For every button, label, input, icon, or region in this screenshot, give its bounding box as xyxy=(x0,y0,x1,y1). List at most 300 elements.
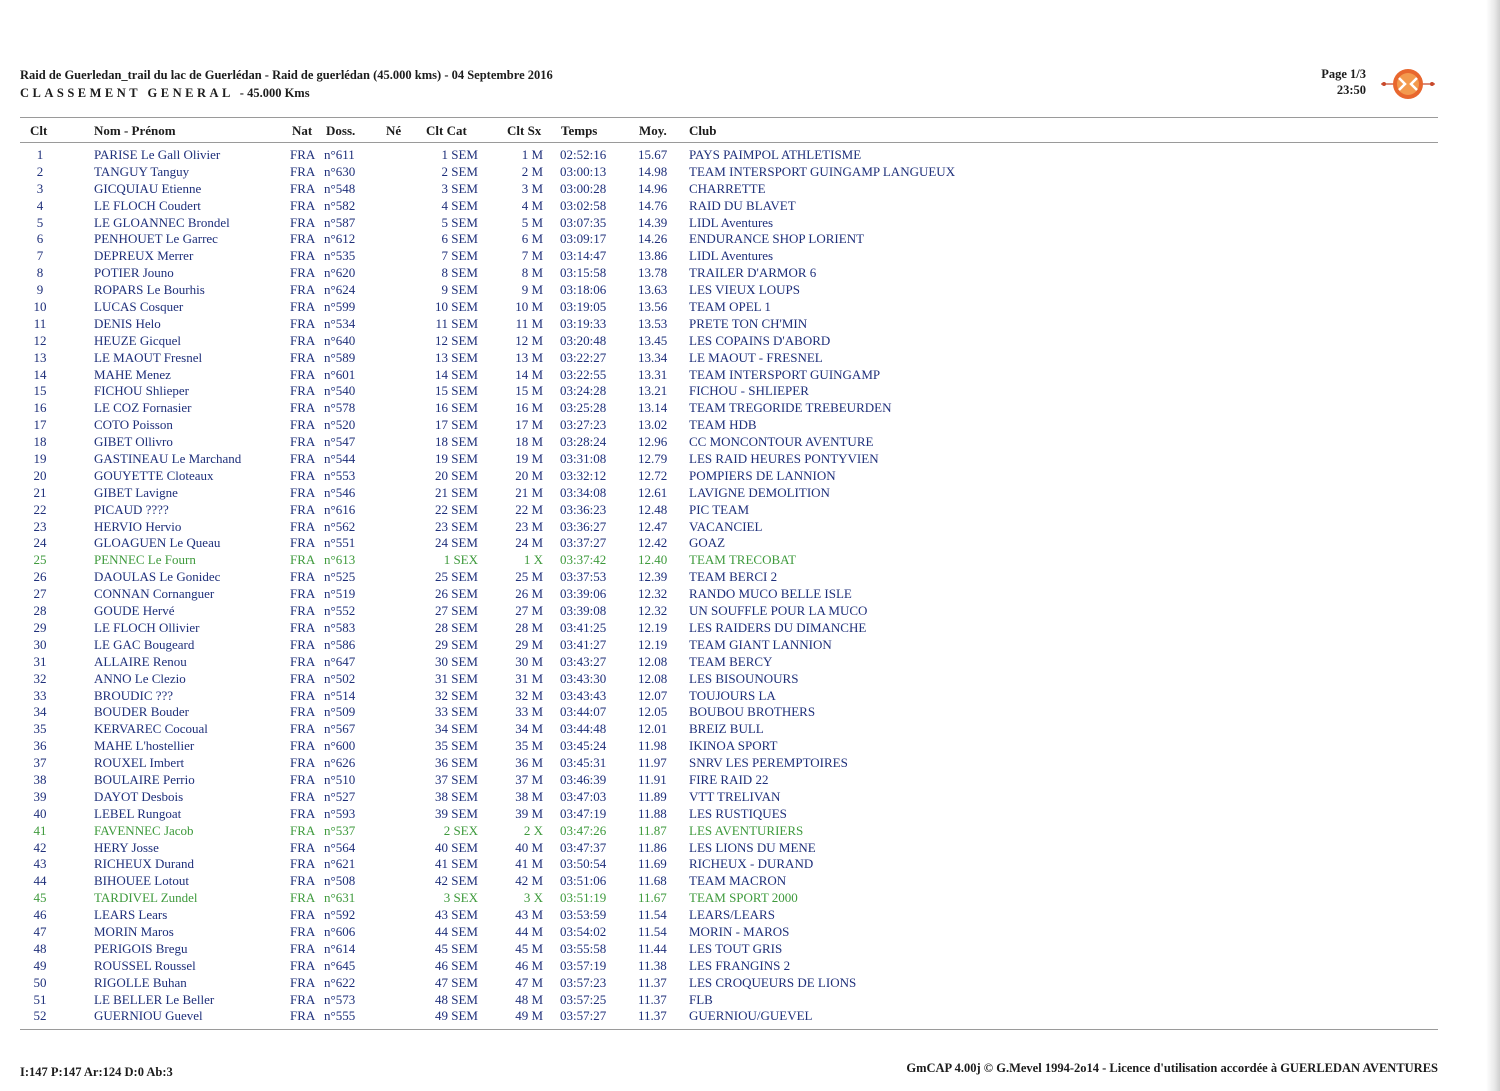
cell-cat-rank: 13 SEM xyxy=(435,349,478,365)
cell-speed: 13.86 xyxy=(638,248,668,264)
cell-rank: 8 xyxy=(36,265,44,281)
cell-name: PENHOUET Le Garrec xyxy=(94,231,218,247)
cell-sex-rank: 28 M xyxy=(515,619,543,635)
cell-speed: 13.34 xyxy=(638,349,668,365)
table-row xyxy=(0,840,1500,857)
cell-rank: 24 xyxy=(33,535,47,551)
cell-rank: 2 xyxy=(36,163,44,179)
cell-nat: FRA xyxy=(290,822,316,838)
cell-speed: 12.96 xyxy=(638,434,668,450)
cell-bib: n°527 xyxy=(324,788,356,804)
cell-speed: 11.54 xyxy=(638,923,667,939)
cell-name: LUCAS Cosquer xyxy=(94,299,184,315)
cell-speed: 11.44 xyxy=(638,940,667,956)
cell-cat-rank: 30 SEM xyxy=(435,653,478,669)
table-row xyxy=(0,299,1500,316)
cell-speed: 12.39 xyxy=(638,569,668,585)
table-row xyxy=(0,586,1500,603)
cell-time: 03:19:33 xyxy=(560,315,607,331)
cell-sex-rank: 47 M xyxy=(515,974,543,990)
cell-speed: 12.05 xyxy=(638,704,668,720)
cell-rank: 26 xyxy=(33,569,47,585)
cell-club: FIRE RAID 22 xyxy=(689,771,769,787)
cell-sex-rank: 16 M xyxy=(515,400,543,416)
cell-time: 03:34:08 xyxy=(560,484,607,500)
cell-cat-rank: 14 SEM xyxy=(435,366,478,382)
cell-name: BOUDER Bouder xyxy=(94,704,189,720)
cell-name: ROUSSEL Roussel xyxy=(94,957,196,973)
cell-rank: 52 xyxy=(33,1008,47,1024)
cell-nat: FRA xyxy=(290,586,316,602)
cell-name: LE GAC Bougeard xyxy=(94,636,195,652)
cell-name: DENIS Helo xyxy=(94,315,161,331)
organizer-logo-icon xyxy=(1379,66,1437,102)
cell-bib: n°525 xyxy=(324,569,356,585)
cell-bib: n°587 xyxy=(324,214,356,230)
cell-time: 03:50:54 xyxy=(560,856,607,872)
cell-name: POTIER Jouno xyxy=(94,265,174,281)
cell-club: LES TOUT GRIS xyxy=(689,940,783,956)
cell-nat: FRA xyxy=(290,484,316,500)
table-row xyxy=(0,248,1500,265)
cell-bib: n°567 xyxy=(324,721,356,737)
cell-speed: 13.78 xyxy=(638,265,668,281)
cell-speed: 11.97 xyxy=(638,755,667,771)
table-row xyxy=(0,198,1500,215)
col-doss: Doss. xyxy=(326,123,356,138)
table-row xyxy=(0,451,1500,468)
cell-time: 03:37:27 xyxy=(560,535,607,551)
cell-club: LES AVENTURIERS xyxy=(689,822,804,838)
cell-club: GUERNIOU/GUEVEL xyxy=(689,1008,813,1024)
table-row xyxy=(0,468,1500,485)
cell-time: 03:45:24 xyxy=(560,738,607,754)
cell-time: 03:28:24 xyxy=(560,434,607,450)
cell-rank: 27 xyxy=(33,586,47,602)
cell-name: ROPARS Le Bourhis xyxy=(94,282,205,298)
cell-nat: FRA xyxy=(290,366,316,382)
cell-bib: n°537 xyxy=(324,822,356,838)
cell-speed: 12.40 xyxy=(638,552,668,568)
cell-rank: 33 xyxy=(33,687,47,703)
cell-rank: 30 xyxy=(33,636,47,652)
cell-speed: 11.54 xyxy=(638,907,667,923)
table-row xyxy=(0,333,1500,350)
cell-cat-rank: 3 SEM xyxy=(441,180,478,196)
cell-nat: FRA xyxy=(290,805,316,821)
cell-rank: 46 xyxy=(33,907,47,923)
cell-cat-rank: 34 SEM xyxy=(435,721,478,737)
table-row xyxy=(0,417,1500,434)
cell-nat: FRA xyxy=(290,332,316,348)
cell-speed: 12.08 xyxy=(638,670,668,686)
cell-speed: 12.42 xyxy=(638,535,668,551)
cell-time: 03:45:31 xyxy=(560,755,607,771)
cell-sex-rank: 5 M xyxy=(521,214,543,230)
cell-rank: 18 xyxy=(33,434,47,450)
cell-rank: 11 xyxy=(33,315,47,331)
cell-name: BROUDIC ??? xyxy=(94,687,174,703)
cell-nat: FRA xyxy=(290,619,316,635)
cell-club: RANDO MUCO BELLE ISLE xyxy=(689,586,852,602)
cell-cat-rank: 38 SEM xyxy=(435,788,478,804)
table-row xyxy=(0,789,1500,806)
cell-speed: 13.21 xyxy=(638,383,668,399)
table-row xyxy=(0,350,1500,367)
cell-speed: 11.37 xyxy=(638,991,667,1007)
cell-sex-rank: 15 M xyxy=(515,383,543,399)
cell-nat: FRA xyxy=(290,755,316,771)
cell-speed: 11.88 xyxy=(638,805,667,821)
cell-cat-rank: 45 SEM xyxy=(435,940,478,956)
table-row xyxy=(0,316,1500,333)
cell-club: TEAM INTERSPORT GUINGAMP LANGUEUX xyxy=(689,163,956,179)
cell-sex-rank: 22 M xyxy=(515,501,543,517)
cell-club: LES RAID HEURES PONTYVIEN xyxy=(689,451,879,467)
table-row xyxy=(0,958,1500,975)
cell-rank: 48 xyxy=(33,940,47,956)
table-row xyxy=(0,941,1500,958)
table-row xyxy=(0,772,1500,789)
cell-rank: 23 xyxy=(33,518,47,534)
cell-nat: FRA xyxy=(290,434,316,450)
cell-cat-rank: 35 SEM xyxy=(435,738,478,754)
cell-nat: FRA xyxy=(290,957,316,973)
cell-club: LE MAOUT - FRESNEL xyxy=(689,349,823,365)
cell-rank: 39 xyxy=(33,788,47,804)
page-number: Page 1/3 xyxy=(1321,67,1366,81)
cell-name: FICHOU Shlieper xyxy=(94,383,189,399)
cell-sex-rank: 18 M xyxy=(515,434,543,450)
cell-bib: n°620 xyxy=(324,265,356,281)
cell-sex-rank: 1 X xyxy=(523,552,543,568)
cell-time: 03:36:27 xyxy=(560,518,607,534)
cell-cat-rank: 8 SEM xyxy=(441,265,478,281)
cell-rank: 3 xyxy=(36,180,44,196)
cell-nat: FRA xyxy=(290,923,316,939)
cell-time: 03:36:23 xyxy=(560,501,607,517)
cell-speed: 13.53 xyxy=(638,315,668,331)
cell-cat-rank: 28 SEM xyxy=(435,619,478,635)
results-table xyxy=(0,147,1500,1025)
cell-nat: FRA xyxy=(290,349,316,365)
cell-time: 03:41:25 xyxy=(560,619,607,635)
cell-club: TEAM OPEL 1 xyxy=(689,299,771,315)
cell-club: TRAILER D'ARMOR 6 xyxy=(689,265,817,281)
table-row xyxy=(0,620,1500,637)
cell-rank: 37 xyxy=(33,755,47,771)
cell-speed: 11.67 xyxy=(638,890,667,906)
cell-cat-rank: 3 SEX xyxy=(443,890,478,906)
cell-time: 03:41:27 xyxy=(560,636,607,652)
cell-club: TOUJOURS LA xyxy=(689,687,776,703)
cell-bib: n°578 xyxy=(324,400,356,416)
cell-rank: 38 xyxy=(33,771,47,787)
cell-nat: FRA xyxy=(290,214,316,230)
cell-bib: n°583 xyxy=(324,619,356,635)
cell-sex-rank: 32 M xyxy=(515,687,543,703)
cell-rank: 49 xyxy=(33,957,47,973)
cell-name: DAOULAS Le Gonidec xyxy=(94,569,221,585)
cell-club: LES FRANGINS 2 xyxy=(689,957,791,973)
cell-bib: n°573 xyxy=(324,991,356,1007)
cell-time: 03:43:43 xyxy=(560,687,607,703)
cell-name: PENNEC Le Fourn xyxy=(94,552,196,568)
cell-club: TEAM TREGORIDE TREBEURDEN xyxy=(689,400,892,416)
cell-bib: n°562 xyxy=(324,518,356,534)
cell-club: PRETE TON CH'MIN xyxy=(689,315,808,331)
cell-nat: FRA xyxy=(290,518,316,534)
table-row xyxy=(0,552,1500,569)
cell-bib: n°546 xyxy=(324,484,356,500)
cell-sex-rank: 21 M xyxy=(515,484,543,500)
cell-sex-rank: 24 M xyxy=(515,535,543,551)
cell-club: LES RAIDERS DU DIMANCHE xyxy=(689,619,867,635)
cell-sex-rank: 38 M xyxy=(515,788,543,804)
cell-bib: n°586 xyxy=(324,636,356,652)
cell-cat-rank: 46 SEM xyxy=(435,957,478,973)
cell-club: RICHEUX - DURAND xyxy=(689,856,814,872)
cell-speed: 13.63 xyxy=(638,282,668,298)
cell-club: GOAZ xyxy=(689,535,726,551)
cell-speed: 14.26 xyxy=(638,231,668,247)
cell-speed: 11.98 xyxy=(638,738,667,754)
cell-time: 03:00:13 xyxy=(560,163,607,179)
col-clt-cat: Clt Cat xyxy=(426,123,467,138)
cell-time: 03:47:37 xyxy=(560,839,607,855)
cell-nat: FRA xyxy=(290,940,316,956)
cell-club: TEAM TRECOBAT xyxy=(689,552,797,568)
cell-nat: FRA xyxy=(290,299,316,315)
cell-bib: n°551 xyxy=(324,535,356,551)
cell-time: 03:22:27 xyxy=(560,349,607,365)
cell-cat-rank: 24 SEM xyxy=(435,535,478,551)
cell-cat-rank: 17 SEM xyxy=(435,417,478,433)
cell-time: 03:27:23 xyxy=(560,417,607,433)
cell-cat-rank: 21 SEM xyxy=(435,484,478,500)
cell-sex-rank: 36 M xyxy=(515,755,543,771)
cell-sex-rank: 7 M xyxy=(521,248,543,264)
cell-name: TANGUY Tanguy xyxy=(94,163,190,179)
cell-cat-rank: 40 SEM xyxy=(435,839,478,855)
cell-bib: n°509 xyxy=(324,704,356,720)
cell-time: 03:43:30 xyxy=(560,670,607,686)
table-row xyxy=(0,823,1500,840)
cell-rank: 19 xyxy=(33,451,47,467)
cell-club: TEAM INTERSPORT GUINGAMP xyxy=(689,366,881,382)
cell-club: LES RUSTIQUES xyxy=(689,805,787,821)
cell-club: FICHOU - SHLIEPER xyxy=(689,383,809,399)
cell-cat-rank: 5 SEM xyxy=(441,214,478,230)
cell-cat-rank: 2 SEX xyxy=(443,822,478,838)
cell-bib: n°510 xyxy=(324,771,356,787)
cell-speed: 14.39 xyxy=(638,214,668,230)
cell-sex-rank: 35 M xyxy=(515,738,543,754)
cell-name: GOUYETTE Cloteaux xyxy=(94,467,214,483)
cell-club: LES BISOUNOURS xyxy=(689,670,799,686)
cell-bib: n°508 xyxy=(324,873,356,889)
cell-time: 02:52:16 xyxy=(560,147,607,162)
table-row xyxy=(0,569,1500,586)
cell-bib: n°621 xyxy=(324,856,356,872)
cell-rank: 14 xyxy=(33,366,47,382)
cell-sex-rank: 10 M xyxy=(515,299,543,315)
cell-rank: 47 xyxy=(33,923,47,939)
cell-nat: FRA xyxy=(290,248,316,264)
cell-rank: 34 xyxy=(33,704,47,720)
cell-name: LE GLOANNEC Brondel xyxy=(94,214,230,230)
cell-time: 03:53:59 xyxy=(560,907,607,923)
cell-rank: 15 xyxy=(33,383,47,399)
cell-rank: 25 xyxy=(33,552,47,568)
cell-speed: 11.69 xyxy=(638,856,667,872)
cell-speed: 13.14 xyxy=(638,400,668,416)
cell-speed: 11.38 xyxy=(638,957,667,973)
cell-nat: FRA xyxy=(290,687,316,703)
cell-sex-rank: 12 M xyxy=(515,332,543,348)
distance-label: - 45.000 Kms xyxy=(239,86,310,100)
cell-club: VTT TRELIVAN xyxy=(689,788,781,804)
cell-speed: 14.96 xyxy=(638,180,668,196)
cell-nat: FRA xyxy=(290,738,316,754)
table-row xyxy=(0,164,1500,181)
cell-club: LAVIGNE DEMOLITION xyxy=(689,484,830,500)
cell-name: LE BELLER Le Beller xyxy=(94,991,215,1007)
cell-nat: FRA xyxy=(290,180,316,196)
cell-sex-rank: 46 M xyxy=(515,957,543,973)
cell-time: 03:02:58 xyxy=(560,197,607,213)
cell-rank: 12 xyxy=(33,332,47,348)
cell-sex-rank: 1 M xyxy=(521,147,543,162)
cell-cat-rank: 19 SEM xyxy=(435,451,478,467)
table-row xyxy=(0,535,1500,552)
cell-name: COTO Poisson xyxy=(94,417,173,433)
cell-cat-rank: 12 SEM xyxy=(435,332,478,348)
table-row xyxy=(0,147,1500,164)
cell-nat: FRA xyxy=(290,873,316,889)
cell-speed: 12.47 xyxy=(638,518,668,534)
header-rule-bottom xyxy=(20,142,1438,143)
col-name: Nom - Prénom xyxy=(94,123,176,138)
cell-cat-rank: 4 SEM xyxy=(441,197,478,213)
cell-bib: n°601 xyxy=(324,366,356,382)
cell-bib: n°624 xyxy=(324,282,356,298)
cell-time: 03:51:19 xyxy=(560,890,607,906)
cell-rank: 13 xyxy=(33,349,47,365)
cell-sex-rank: 42 M xyxy=(515,873,543,889)
cell-bib: n°640 xyxy=(324,332,356,348)
cell-bib: n°592 xyxy=(324,907,356,923)
cell-name: RICHEUX Durand xyxy=(94,856,195,872)
cell-name: LE MAOUT Fresnel xyxy=(94,349,203,365)
cell-bib: n°535 xyxy=(324,248,356,264)
cell-time: 03:44:07 xyxy=(560,704,607,720)
cell-sex-rank: 3 X xyxy=(523,890,543,906)
cell-nat: FRA xyxy=(290,653,316,669)
cell-rank: 51 xyxy=(33,991,47,1007)
cell-bib: n°582 xyxy=(324,197,356,213)
cell-rank: 21 xyxy=(33,484,47,500)
cell-sex-rank: 2 X xyxy=(523,822,543,838)
cell-cat-rank: 32 SEM xyxy=(435,687,478,703)
software-credit: GmCAP 4.00j © G.Mevel 1994-2o14 - Licence d'utilisation accordée à GUERLEDAN AVENTURES xyxy=(906,1061,1438,1075)
table-row xyxy=(0,654,1500,671)
cell-time: 03:47:26 xyxy=(560,822,607,838)
cell-time: 03:24:28 xyxy=(560,383,607,399)
cell-speed: 11.37 xyxy=(638,1008,667,1024)
col-moy: Moy. xyxy=(639,123,667,138)
cell-nat: FRA xyxy=(290,383,316,399)
cell-name: GLOAGUEN Le Queau xyxy=(94,535,221,551)
table-row xyxy=(0,704,1500,721)
cell-speed: 12.79 xyxy=(638,451,668,467)
cell-cat-rank: 1 SEX xyxy=(443,552,478,568)
cell-nat: FRA xyxy=(290,282,316,298)
cell-time: 03:47:03 xyxy=(560,788,607,804)
cell-cat-rank: 31 SEM xyxy=(435,670,478,686)
cell-speed: 11.91 xyxy=(638,771,667,787)
cell-speed: 12.61 xyxy=(638,484,668,500)
cell-time: 03:44:48 xyxy=(560,721,607,737)
table-row xyxy=(0,502,1500,519)
col-clt: Clt xyxy=(30,123,48,138)
cell-cat-rank: 41 SEM xyxy=(435,856,478,872)
cell-time: 03:07:35 xyxy=(560,214,607,230)
cell-bib: n°622 xyxy=(324,974,356,990)
cell-time: 03:57:27 xyxy=(560,1008,607,1024)
cell-club: UN SOUFFLE POUR LA MUCO xyxy=(689,603,868,619)
cell-sex-rank: 20 M xyxy=(515,467,543,483)
cell-name: PERIGOIS Bregu xyxy=(94,940,188,956)
cell-name: LE FLOCH Ollivier xyxy=(94,619,200,635)
cell-speed: 12.32 xyxy=(638,586,668,602)
cell-club: CC MONCONTOUR AVENTURE xyxy=(689,434,874,450)
cell-cat-rank: 48 SEM xyxy=(435,991,478,1007)
cell-name: HEUZE Gicquel xyxy=(94,332,182,348)
cell-bib: n°631 xyxy=(324,890,356,906)
cell-nat: FRA xyxy=(290,535,316,551)
col-club: Club xyxy=(689,123,717,138)
cell-nat: FRA xyxy=(290,451,316,467)
cell-sex-rank: 43 M xyxy=(515,907,543,923)
cell-rank: 7 xyxy=(36,248,44,264)
cell-name: ALLAIRE Renou xyxy=(94,653,187,669)
cell-name: LEARS Lears xyxy=(94,907,168,923)
cell-time: 03:43:27 xyxy=(560,653,607,669)
cell-cat-rank: 2 SEM xyxy=(441,163,478,179)
cell-cat-rank: 26 SEM xyxy=(435,586,478,602)
ranking-label: CLASSEMENT GENERAL xyxy=(20,86,234,100)
cell-sex-rank: 49 M xyxy=(515,1008,543,1024)
cell-sex-rank: 29 M xyxy=(515,636,543,652)
cell-time: 03:54:02 xyxy=(560,923,607,939)
table-row xyxy=(0,806,1500,823)
cell-club: FLB xyxy=(689,991,713,1007)
cell-rank: 41 xyxy=(33,822,47,838)
table-row xyxy=(0,181,1500,198)
col-temps: Temps xyxy=(561,123,598,138)
cell-cat-rank: 11 SEM xyxy=(435,315,478,331)
cell-speed: 13.56 xyxy=(638,299,668,315)
cell-time: 03:37:53 xyxy=(560,569,607,585)
cell-sex-rank: 23 M xyxy=(515,518,543,534)
cell-nat: FRA xyxy=(290,501,316,517)
cell-time: 03:55:58 xyxy=(560,940,607,956)
cell-cat-rank: 22 SEM xyxy=(435,501,478,517)
cell-sex-rank: 9 M xyxy=(521,282,543,298)
cell-time: 03:14:47 xyxy=(560,248,607,264)
cell-bib: n°611 xyxy=(324,147,355,162)
